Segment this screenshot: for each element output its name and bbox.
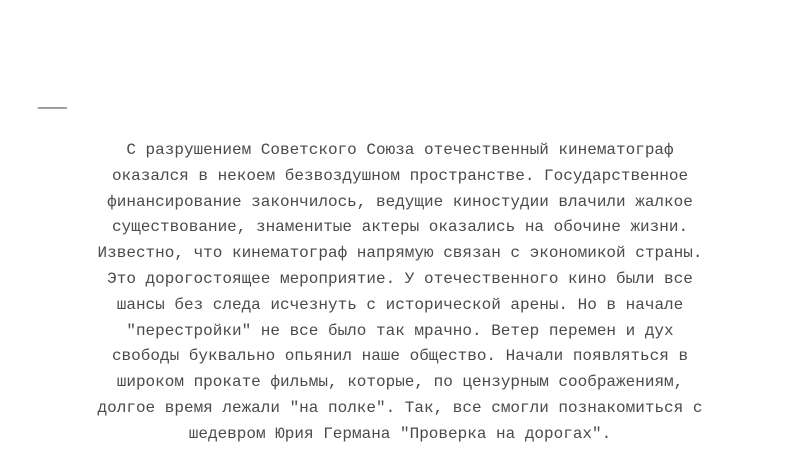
paragraph-line: С разрушением Советского Союза отечественный кинематограф — [126, 141, 674, 159]
paragraph-line: существование, знаменитые актеры оказались на обочине жизни. — [111, 218, 689, 237]
paragraph-line: шедевром Юрия Германа "Проверка на дорогах". — [188, 424, 612, 443]
paragraph-line: широком прокате фильмы, которые, по цензурным соображениям, — [116, 373, 684, 392]
paragraph-line: Известно, что кинематограф напрямую связан с экономикой страны. — [97, 244, 703, 263]
paragraph-line: долгое время лежали "на полке". Так, все смогли познакомиться с — [97, 398, 703, 417]
paragraph-line: "перестройки" не все было так мрачно. Ветер перемен и дух — [126, 321, 674, 340]
paragraph-line: оказался в некоем безвоздушном пространстве. Государственное — [111, 166, 689, 185]
paragraph-line: Это дорогостоящее мероприятие. У отечественного кино были все — [107, 269, 693, 288]
section-divider: ——— — [38, 99, 67, 117]
paragraph-line: шансы без следа исчезнуть с исторической арены. Но в начале — [116, 295, 684, 314]
paragraph-line: свободы буквально опьянил наше общество. Начали появляться в — [111, 347, 689, 366]
paragraph-line: финансирование закончилось, ведущие киностудии влачили жалкое — [107, 192, 693, 211]
article-paragraph — [30, 138, 770, 448]
